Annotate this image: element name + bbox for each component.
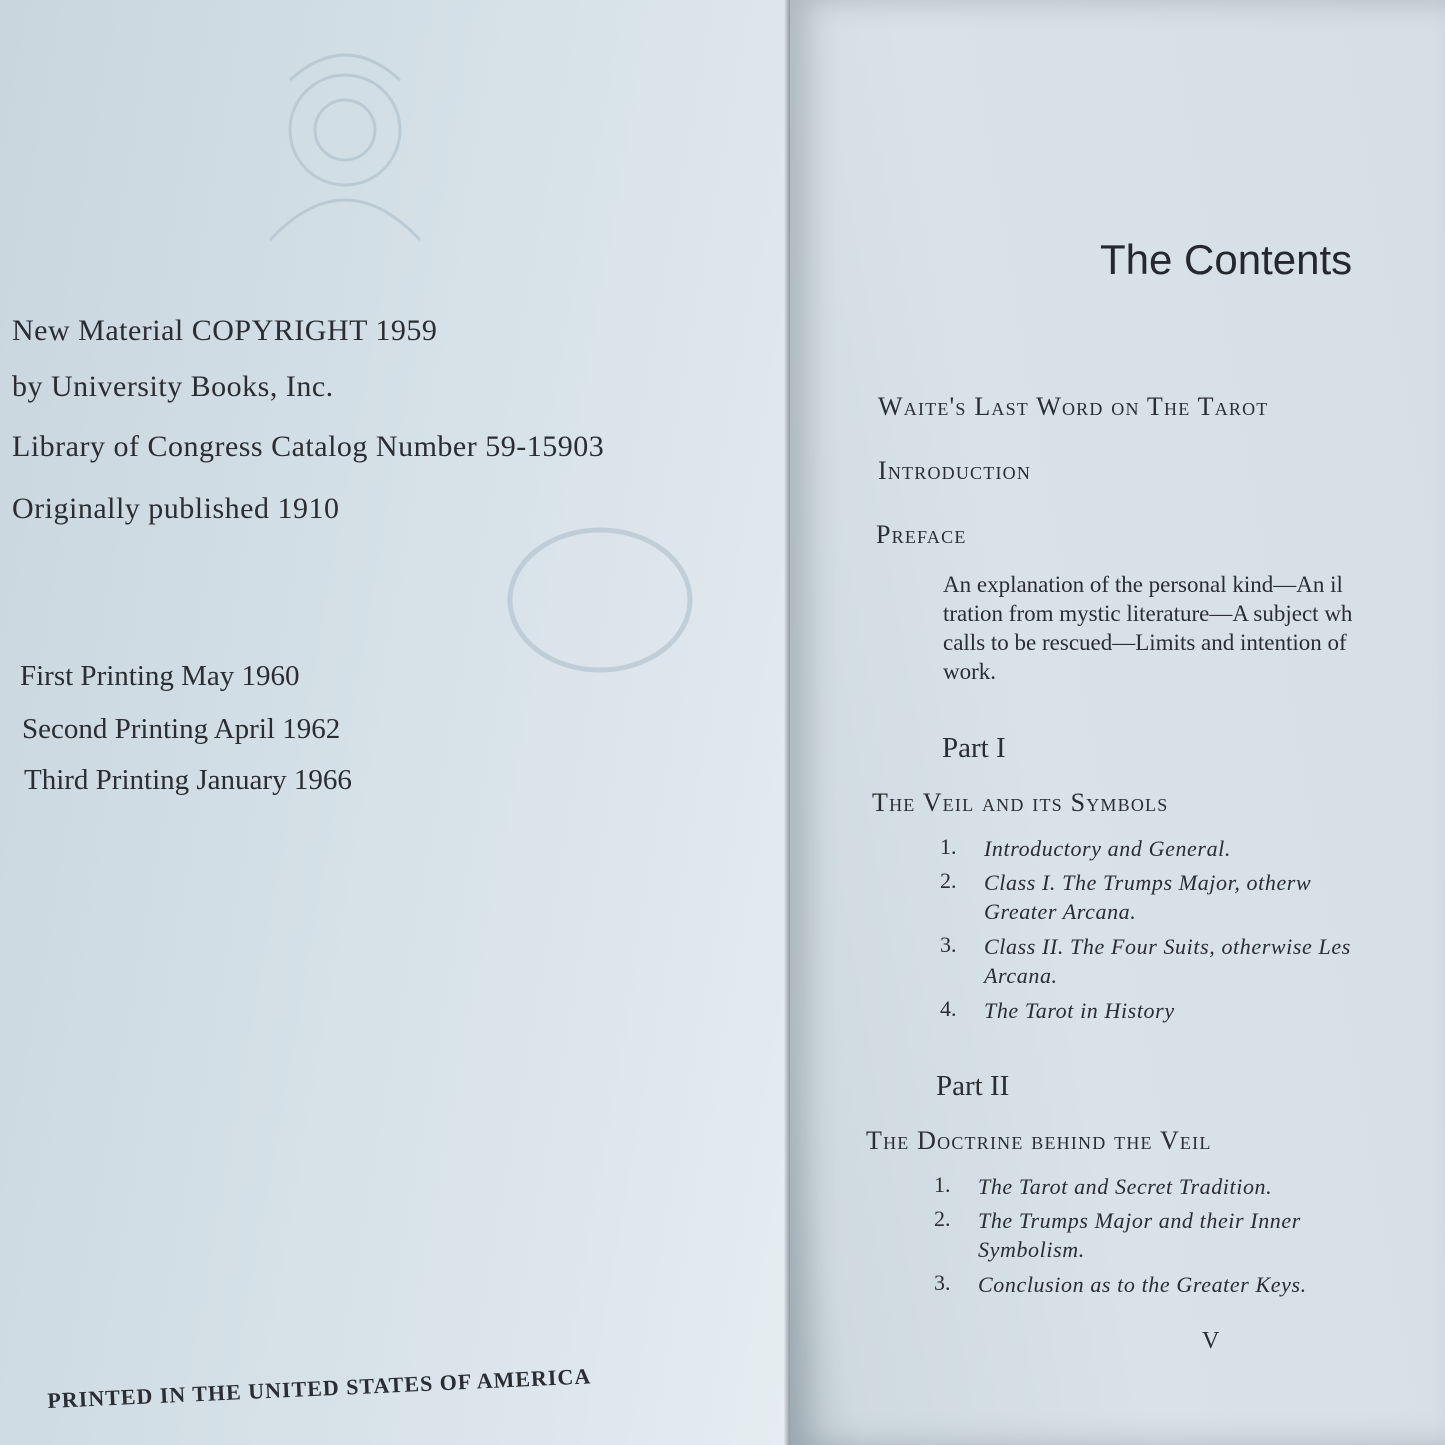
- page-number: V: [1202, 1328, 1220, 1354]
- original-publication-line: Originally published 1910: [12, 492, 340, 525]
- preface-line: calls to be rescued—Limits and intention of: [943, 630, 1347, 655]
- printing-second: Second Printing April 1962: [22, 713, 341, 745]
- part1-heading: The Veil and its Symbols: [872, 788, 1169, 817]
- part1-list: [940, 834, 1351, 1025]
- contents-title: The Contents: [1100, 236, 1353, 283]
- list-item: Symbolism.: [978, 1237, 1085, 1262]
- printing-first: First Printing May 1960: [20, 660, 300, 692]
- part2-label: Part II: [936, 1070, 1010, 1102]
- heading-waite-last-word: Waite's Last Word on The Tarot: [878, 392, 1269, 421]
- show-through-circle: [500, 520, 700, 685]
- preface-summary: [943, 570, 1445, 686]
- heading-preface: Preface: [876, 520, 967, 549]
- list-item: 1. Introductory and General.: [940, 834, 1231, 861]
- list-item: 3. Class II. The Four Suits, otherwise Les: [940, 932, 1351, 959]
- printed-in-usa: PRINTED IN THE UNITED STATES OF AMERICA: [46, 1363, 592, 1414]
- list-item: 2. The Trumps Major and their Inner: [934, 1206, 1301, 1233]
- list-item: 1. The Tarot and Secret Tradition.: [934, 1172, 1273, 1199]
- part2-heading: The Doctrine behind the Veil: [866, 1126, 1212, 1155]
- copyright-line: New Material COPYRIGHT 1959: [12, 314, 438, 347]
- list-item: Arcana.: [984, 963, 1058, 988]
- part2-list: [934, 1172, 1307, 1299]
- ornament-icon: [240, 40, 450, 270]
- show-through-ornament: [240, 40, 450, 275]
- preface-line: tration from mystic literature—A subject wh: [943, 601, 1353, 626]
- ring-icon: [500, 520, 700, 680]
- printing-third: Third Printing January 1966: [24, 764, 352, 796]
- publisher-line: by University Books, Inc.: [12, 370, 334, 403]
- list-item: 3. Conclusion as to the Greater Keys.: [934, 1270, 1307, 1297]
- preface-line: work.: [943, 659, 997, 684]
- right-page: [790, 0, 1445, 1445]
- heading-introduction: Introduction: [878, 456, 1032, 485]
- list-item: 2. Class I. The Trumps Major, otherw: [940, 868, 1312, 895]
- list-item: 4. The Tarot in History: [940, 996, 1175, 1023]
- list-item: Greater Arcana.: [984, 899, 1137, 924]
- catalog-number-line: Library of Congress Catalog Number 59-15903: [12, 430, 605, 463]
- part1-label: Part I: [942, 732, 1006, 764]
- preface-line: An explanation of the personal kind—An il: [943, 572, 1343, 597]
